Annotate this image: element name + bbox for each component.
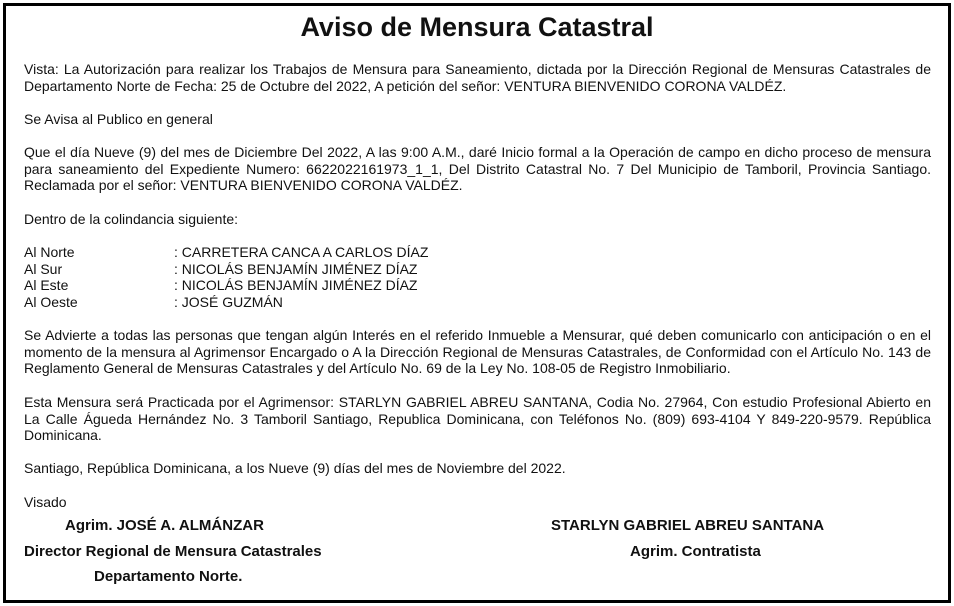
boundaries-intro: Dentro de la colindancia siguiente: <box>24 211 239 227</box>
notice-title: Aviso de Mensura Catastral <box>300 12 654 42</box>
signatory-left-department: Departamento Norte. <box>94 568 243 585</box>
warning-paragraph: Se Advierte a todas las personas que tengan algún Interés en el referido Inmueble a Mensurar, qué deben comunicarlo con anticipación o en el momento de la mensura al Agrimensor Encargado o A la Dirección Regional de Mensuras Catastrales, de Conformidad con el Artículo No. 143 de Reglamento General de Mensuras Catastrales y del Artículo No. 69 de la Ley No. 108-05 de Registro Inmobiliario. <box>24 327 931 376</box>
operation-paragraph: Que el día Nueve (9) del mes de Diciembre Del 2022, A las 9:00 A.M., daré Inicio formal a la Operación de campo en dicho proceso de mensura para saneamiento del Expediente Numero: 6622022161973_1_1, Del Distrito Catastral No. 7 Del Municipio de Tamboril, Provincia Santiago. Reclamada por el señor: VENTURA BIENVENIDO CORONA VALDÉZ. <box>24 144 931 193</box>
signatory-right-name: STARLYN GABRIEL ABREU SANTANA <box>551 517 825 534</box>
place-date-line: Santiago, República Dominicana, a los Nueve (9) días del mes de Noviembre del 2022. <box>24 460 566 476</box>
boundary-value-east: : NICOLÁS BENJAMÍN JIMÉNEZ DÍAZ <box>174 277 418 293</box>
boundary-value-north: : CARRETERA CANCA A CARLOS DÍAZ <box>174 244 429 260</box>
boundary-label-south: Al Sur <box>24 261 63 277</box>
public-notice-line: Se Avisa al Publico en general <box>24 111 213 127</box>
signatory-left-name: Agrim. JOSÉ A. ALMÁNZAR <box>65 517 264 534</box>
visado-label: Visado <box>24 494 67 510</box>
signatory-left-title: Director Regional de Mensura Catastrales <box>24 543 322 560</box>
boundary-label-east: Al Este <box>24 277 69 293</box>
signatory-right-title: Agrim. Contratista <box>630 543 761 560</box>
boundary-value-west: : JOSÉ GUZMÁN <box>174 294 283 310</box>
surveyor-paragraph: Esta Mensura será Practicada por el Agrimensor: STARLYN GABRIEL ABREU SANTANA, Codia No. 27964, Con estudio Profesional Abierto en La Calle Águeda Hernández No. 3 Tamboril Santiago, Republica Dominicana, con Teléfonos No. (809) 693-4104 Y 849-220-9579. República Dominicana. <box>24 394 931 443</box>
boundary-label-north: Al Norte <box>24 244 75 260</box>
boundary-value-south: : NICOLÁS BENJAMÍN JIMÉNEZ DÍAZ <box>174 261 418 277</box>
vista-paragraph: Vista: La Autorización para realizar los Trabajos de Mensura para Saneamiento, dictada por la Dirección Regional de Mensuras Catastrales de Departamento Norte de Fecha: 25 de Octubre del 2022, A petición del señor: VENTURA BIENVENIDO CORONA VALDÉZ. <box>24 61 931 94</box>
boundary-label-west: Al Oeste <box>24 294 78 310</box>
